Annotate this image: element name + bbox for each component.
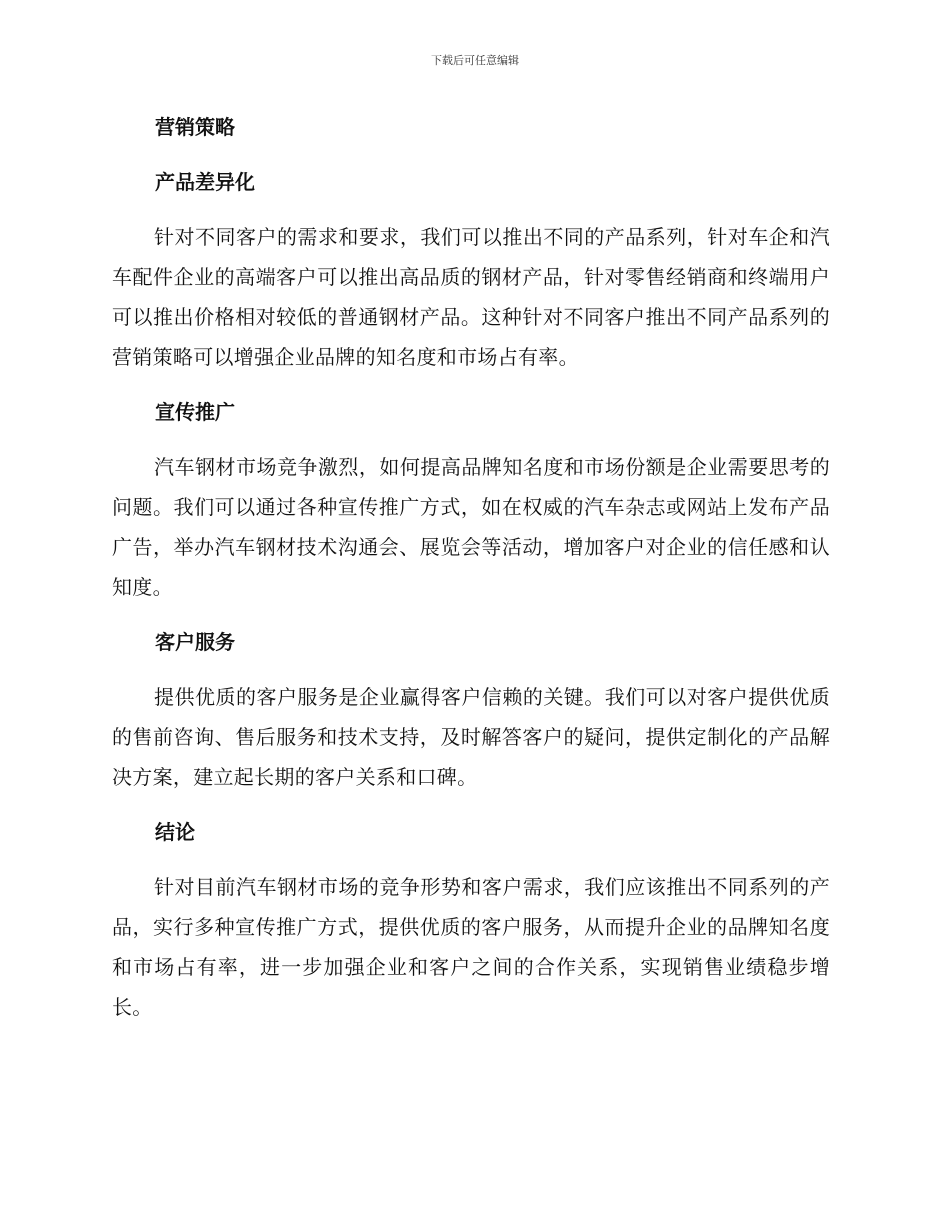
page-header: 下载后可任意编辑	[431, 54, 519, 67]
heading-product-differentiation: 产品差异化	[155, 170, 255, 194]
document-body	[112, 107, 830, 1042]
paragraph-promotion: 汽车钢材市场竞争激烈，如何提高品牌知名度和市场份额是企业需要思考的问题。我们可以通过各种宣传推广方式，如在权威的汽车杂志或网站上发布产品广告，举办汽车钢材技术沟通会、展览会等活动，增加客户对企业的信任感和认知度。	[112, 455, 830, 599]
paragraph-conclusion: 针对目前汽车钢材市场的竞争形势和客户需求，我们应该推出不同系列的产品，实行多种宣传推广方式，提供优质的客户服务，从而提升企业的品牌知名度和市场占有率，进一步加强企业和客户之间的合作关系，实现销售业绩稳步增长。	[112, 875, 830, 1019]
heading-customer-service: 客户服务	[155, 630, 235, 654]
heading-conclusion: 结论	[155, 820, 195, 844]
heading-marketing-strategy: 营销策略	[155, 115, 235, 139]
heading-promotion: 宣传推广	[155, 400, 235, 424]
paragraph-customer-service: 提供优质的客户服务是企业赢得客户信赖的关键。我们可以对客户提供优质的售前咨询、售后服务和技术支持，及时解答客户的疑问，提供定制化的产品解决方案，建立起长期的客户关系和口碑。	[112, 685, 830, 789]
paragraph-product-differentiation: 针对不同客户的需求和要求，我们可以推出不同的产品系列，针对车企和汽车配件企业的高端客户可以推出高品质的钢材产品，针对零售经销商和终端用户可以推出价格相对较低的普通钢材产品。这种针对不同客户推出不同产品系列的营销策略可以增强企业品牌的知名度和市场占有率。	[112, 225, 830, 369]
